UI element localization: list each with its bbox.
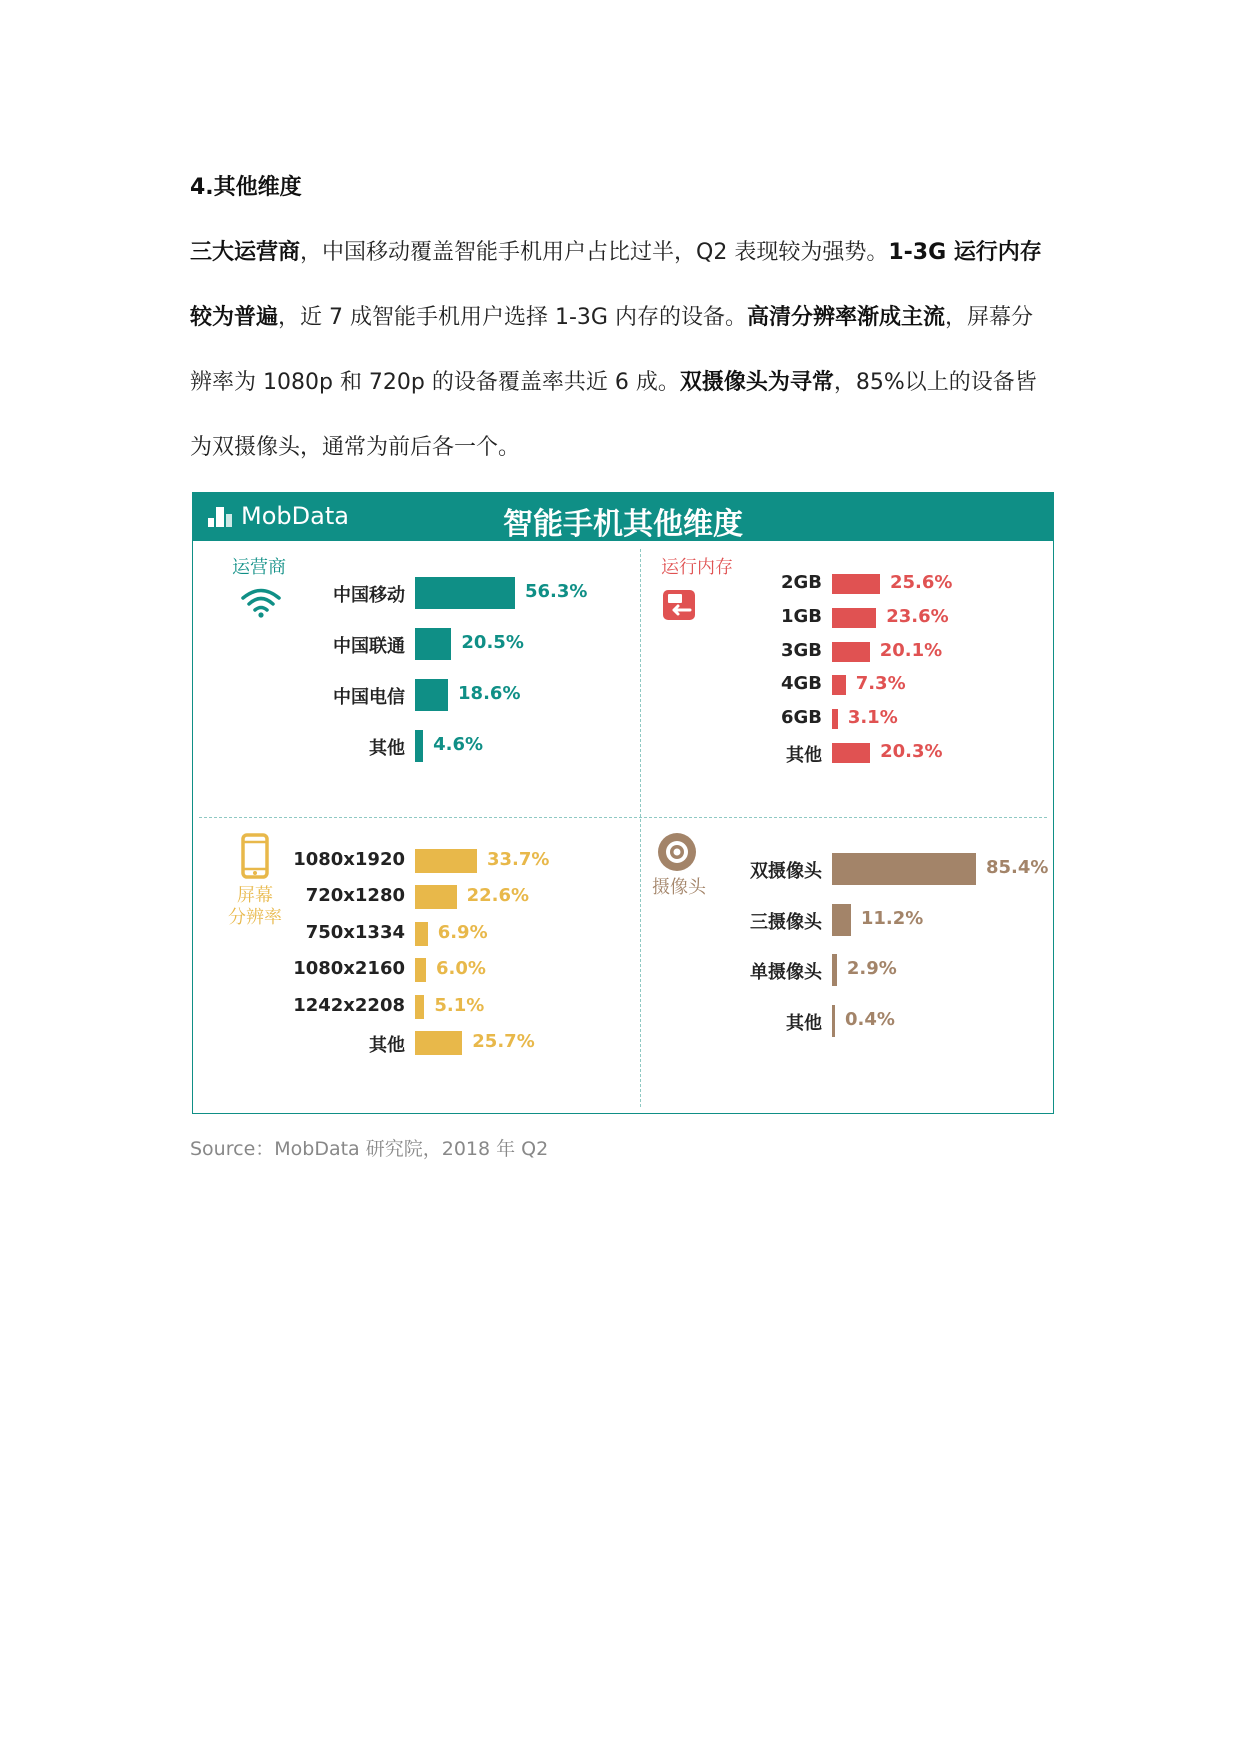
camera-category-label: 双摄像头	[750, 861, 822, 882]
ram-value-label: 20.3%	[880, 741, 943, 762]
resolution-bar	[415, 1031, 462, 1055]
bold-text: 高清分辨率渐成主流	[746, 305, 945, 330]
carrier-value-label: 4.6%	[433, 734, 484, 755]
ram-value-label: 23.6%	[886, 605, 949, 627]
ram-bar	[832, 709, 838, 729]
ram-category-label: 3GB	[780, 639, 822, 661]
resolution-category-label: 1080x2160	[293, 958, 405, 980]
source-note: Source：MobData 研究院，2018 年 Q2	[190, 1138, 549, 1160]
carrier-category-label: 中国电信	[333, 687, 405, 708]
ram-value-label: 20.1%	[879, 639, 943, 661]
resolution-category-label: 1242x2208	[293, 994, 405, 1016]
intro-paragraph	[190, 220, 1060, 480]
paragraph-line	[190, 350, 1060, 415]
resolution-bar	[415, 995, 424, 1019]
camera-label: 摄像头	[652, 877, 706, 898]
card-header	[193, 493, 1053, 541]
logo-text: MobData	[241, 502, 349, 530]
card-title: 智能手机其他维度	[503, 507, 743, 542]
camera-value-label: 2.9%	[846, 958, 897, 979]
section-heading: 4.其他维度	[190, 175, 302, 200]
resolution-bar	[415, 849, 477, 873]
camera-lens-icon	[656, 831, 698, 873]
camera-bar	[832, 954, 837, 986]
resolution-bar	[415, 885, 457, 909]
resolution-value-label: 5.1%	[434, 994, 485, 1016]
camera-category-label: 单摄像头	[750, 962, 822, 983]
ram-bar	[832, 574, 880, 594]
text: 辨率为 1080p 和 720p 的设备覆盖率共近 6 成。	[190, 370, 680, 395]
ram-category-label: 2GB	[780, 572, 822, 593]
bold-text: 三大运营商	[190, 240, 301, 265]
resolution-value-label: 6.9%	[437, 921, 488, 943]
ram-value-label: 7.3%	[855, 673, 906, 695]
ram-category-label: 1GB	[780, 605, 822, 627]
text: 为双摄像头，通常为前后各一个。	[190, 435, 521, 460]
resolution-label	[213, 885, 297, 929]
horizontal-divider	[199, 817, 1047, 818]
carrier-bar	[415, 730, 423, 762]
carrier-value-label: 56.3%	[525, 581, 588, 602]
ram-category-label: 6GB	[780, 707, 822, 729]
resolution-bar	[415, 922, 428, 946]
paragraph-line	[190, 220, 1060, 285]
infographic-card	[192, 492, 1054, 1114]
ram-value-label: 25.6%	[890, 572, 953, 593]
resolution-value-label: 6.0%	[436, 958, 486, 980]
paragraph-line	[190, 285, 1060, 350]
text: ，屏幕分	[944, 305, 1033, 330]
ram-bar	[832, 675, 846, 695]
resolution-category-label: 其他	[369, 1035, 405, 1056]
camera-value-label: 0.4%	[845, 1008, 895, 1030]
paragraph-line	[190, 415, 1060, 480]
smartphone-icon	[241, 833, 269, 879]
camera-bar	[832, 904, 851, 936]
carrier-panel	[193, 541, 640, 817]
ram-label: 运行内存	[661, 557, 733, 578]
carrier-bar	[415, 679, 448, 711]
bold-text: 1-3G 运行内存	[888, 240, 1042, 265]
ram-bar	[832, 743, 870, 763]
carrier-value-label: 18.6%	[458, 683, 521, 704]
text: ，85%以上的设备皆	[833, 370, 1037, 395]
ram-category-label: 其他	[786, 745, 822, 766]
resolution-bar	[415, 958, 426, 982]
camera-value-label: 85.4%	[986, 857, 1049, 878]
resolution-value-label: 33.7%	[487, 849, 550, 870]
ram-value-label: 3.1%	[847, 707, 898, 729]
resolution-category-label: 750x1334	[305, 921, 405, 943]
resolution-label-line2: 分辨率	[228, 907, 282, 928]
camera-bar	[832, 1005, 835, 1037]
resolution-category-label: 1080x1920	[293, 849, 405, 870]
text: ，近 7 成智能手机用户选择 1-3G 内存的设备。	[278, 305, 747, 330]
wifi-icon	[239, 585, 283, 619]
ram-category-label: 4GB	[780, 673, 822, 695]
bold-text: 较为普遍	[190, 305, 279, 330]
ram-bar	[832, 642, 870, 662]
carrier-bar	[415, 628, 451, 660]
bold-text: 双摄像头为寻常	[679, 370, 834, 395]
resolution-value-label: 22.6%	[466, 885, 530, 907]
resolution-category-label: 720x1280	[305, 885, 405, 907]
camera-category-label: 其他	[786, 1012, 822, 1034]
carrier-category-label: 中国移动	[333, 585, 405, 606]
resolution-value-label: 25.7%	[472, 1031, 535, 1052]
camera-value-label: 11.2%	[860, 907, 924, 929]
carrier-bar	[415, 577, 515, 609]
camera-category-label: 三摄像头	[750, 911, 822, 933]
ram-bar	[832, 608, 876, 628]
text: ，中国移动覆盖智能手机用户占比过半，Q2 表现较为强势。	[300, 240, 889, 265]
carrier-value-label: 20.5%	[461, 632, 524, 653]
camera-bar	[832, 853, 976, 885]
ram-panel	[642, 541, 1052, 817]
resolution-panel	[193, 819, 640, 1109]
carrier-category-label: 中国联通	[333, 636, 405, 657]
carrier-label: 运营商	[232, 557, 286, 578]
camera-panel	[642, 819, 1052, 1109]
resolution-label-line1: 屏幕	[237, 885, 273, 906]
carrier-category-label: 其他	[369, 738, 405, 759]
memory-card-icon	[662, 589, 696, 621]
vertical-divider	[640, 549, 641, 1107]
